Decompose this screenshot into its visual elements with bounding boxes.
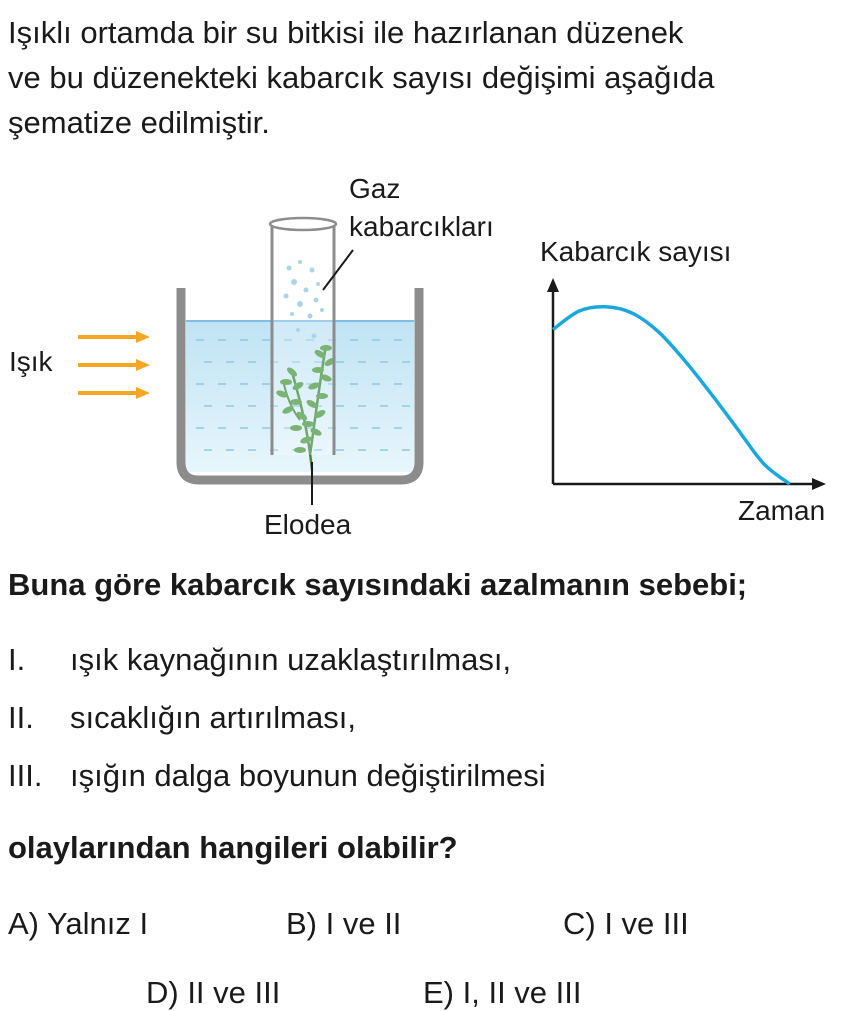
light-label: Işık — [9, 346, 53, 377]
elodea-label: Elodea — [264, 509, 352, 540]
question-stem-line-1: Işıklı ortamda bir su bitkisi ile hazırlanan düzenek — [8, 15, 684, 50]
option-a[interactable]: A) Yalnız I — [8, 906, 149, 941]
statement-3-number: III. — [8, 758, 43, 793]
statement-2 — [8, 700, 356, 736]
question-ask: olaylarından hangileri olabilir? — [8, 830, 458, 865]
light-arrow-2 — [78, 359, 150, 371]
graph-curve — [553, 307, 790, 484]
statement-2-text: sıcaklığın artırılması, — [70, 700, 356, 735]
light-arrow-1 — [78, 331, 150, 343]
option-c[interactable]: C) I ve III — [563, 906, 689, 941]
option-b[interactable]: B) I ve II — [286, 906, 402, 941]
gas-label-line-2: kabarcıkları — [349, 211, 494, 242]
statement-1-number: I. — [8, 642, 26, 677]
test-tube — [270, 218, 336, 455]
statement-3 — [8, 758, 546, 794]
question-stem-line-2: ve bu düzenekteki kabarcık sayısı değişimi aşağıda — [8, 60, 715, 95]
graph-y-label: Kabarcık sayısı — [540, 236, 732, 267]
graph-x-label: Zaman — [738, 495, 826, 526]
statement-1 — [8, 642, 511, 678]
graph-y-axis-arrow — [547, 278, 559, 292]
statement-1-text: ışık kaynağının uzaklaştırılması, — [70, 642, 512, 677]
light-arrows — [78, 331, 150, 399]
graph-x-axis-arrow — [812, 478, 826, 490]
gas-label-line-1: Gaz — [349, 173, 401, 204]
light-arrow-3 — [78, 387, 150, 399]
question-stem-line-3: şematize edilmiştir. — [8, 105, 270, 140]
statement-2-number: II. — [8, 700, 34, 735]
statement-3-text: ışığın dalga boyunun değiştirilmesi — [70, 758, 546, 793]
question-prompt: Buna göre kabarcık sayısındaki azalmanın sebebi; — [8, 567, 748, 602]
option-d[interactable]: D) II ve III — [146, 975, 281, 1010]
option-e[interactable]: E) I, II ve III — [423, 975, 582, 1010]
